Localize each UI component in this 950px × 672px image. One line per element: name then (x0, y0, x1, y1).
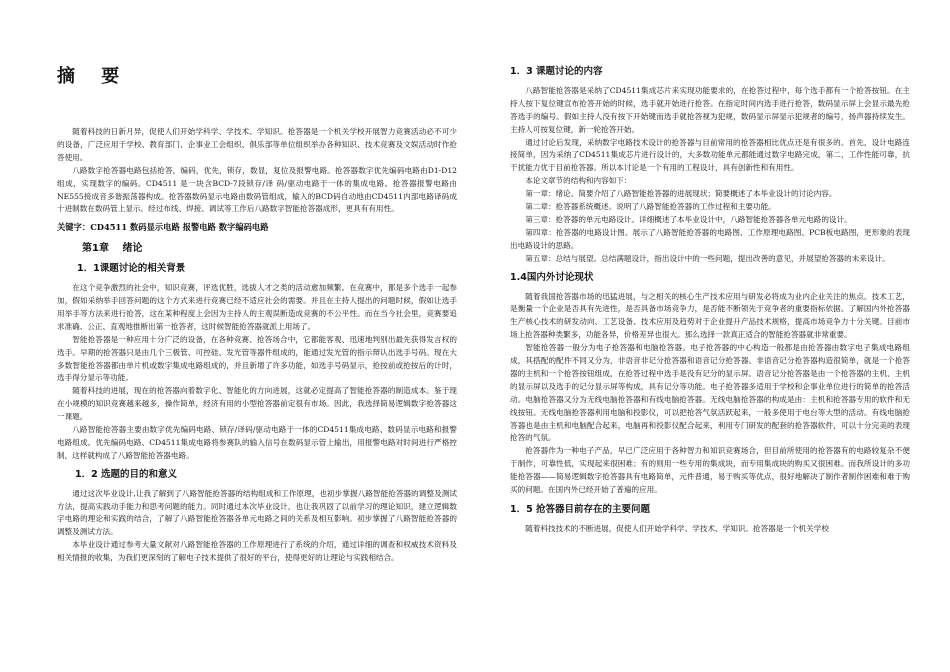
section-1-1-paragraph-2: 智能抢答器是一种应用十分广泛的设备，在各种竞赛、抢答场合中，它都能客观、迅速地判别出最先获得发言权的选手。早期的抢答器只是由几个三极管、可控硅、发光管等器件组成的，能通过发光管的指示辩认出选手号码。现在大多数智能抢答器都由单片机或数字集成电路组成的，并且新增了许多功能，如选手号码显示，抢按前或抢按后的计时，选手得分显示等功能。 (57, 334, 457, 383)
section-1-4-paragraph-1: 随着我国抢答器市场的迅猛进展，与之相关的核心生产技术应用与研发必将成为业内企业关注的焦点。技术工艺，是衡量一个企业是否具有先进性，是否具备市场竞争力，是否能不断领先于竞争者的重要指标依据。了解国内外抢答器生产核心技术的研发动向、工艺设备、技术应用及趋势对于企业提升产品技术规格，提高市场竞争力十分关键。目前市场上抢答器种类繁多，功能各异，价格差异也很大。那么选择一款真正适合的智能抢答器就非常重要。 (510, 291, 910, 340)
section-1-1-paragraph-3: 随着科技的进展，现在的抢答器向着数字化、智能化的方向进展，这就必定提高了智能抢答器的制造成本。鉴于现在小规模的知识竞赛越来越多，操作简单，经济有用的小型抢答器前定很有市场。因此，我选择简易逻辑数字抢答器这一课题。 (57, 386, 457, 422)
abstract-paragraph-2: 八路数字抢答器电路包括抢答，编码，优先，锁存，数显，复位及报警电路。抢答器数字优先编码电路由D1-D12组成，实现数字的编码。CD4511 是一块含BCD-7段锁存/译 码/驱动电路于一体的集成电路。抢答器报警电路由NE555接成音多谐振荡器构成。抢答器数码显示电路由数码管组成，输入的BCD码自动地由CD4511内部电路译码成十进制数在数码管上显示。经过布线、焊接、调试等工作后八路数字智能抢答器成形，更具有有用性。 (57, 165, 457, 214)
section-1-5-heading: 1．5 抢答器目前存在的主要问题 (510, 504, 651, 515)
chapter-heading: 第1章 绪论 (82, 243, 143, 255)
chapter-outline-4: 第四章：抢答器的电路设计图。展示了八路智能抢答器的电路图、工作原理电路图、PCB板电路图，更形象的表现出电路设计的思路。 (510, 227, 910, 250)
right-column (510, 0, 910, 536)
section-1-3-paragraph-3: 本论文章节的结构和内容如下： (525, 176, 632, 186)
section-1-3-paragraph-2: 通过讨论后发现，采纳数字电路技术设计的抢答器与目前常用的抢答器相比优点还是有很多的。首先，设计电路连接简单，因为采纳了CD4511集成芯片进行设计的，大多数功能单元都能通过数字电路完成，第二，工作性能可靠，抗干扰能力优于目前抢答器。所以本讨论是一个有用的工程设计，具有创新性和有用性。 (510, 137, 910, 173)
section-1-2-paragraph-2: 本毕业设计通过参考大量文献对八路智能抢答器的工作原理进行了系统的介绍，通过详细的调查和权威技术资料及相关情报的收集，为我们更深刻的了解电子技术提供了很好的平台，使得更好的让理论与实践相结合。 (57, 540, 457, 563)
keywords-label: 关键字： (57, 222, 91, 233)
left-column (57, 0, 457, 565)
abstract-title: 摘 要 (57, 66, 130, 87)
section-1-4-paragraph-3: 抢答器作为一种电子产品，早已广泛应用于各种智力和知识竞赛场合，但目前所使用的抢答器有的电路较复杂不便于制作，可靠性低，实现起来很困难；有的则用一些专用的集成块，而专用集成块的购买又很困难。而我所设计的多功能抢答器——简易逻辑数字抢答器具有电路简单，元件普通，易于购买等优点，很好地解决了制作者制作困难和难于购买的问题。在国内外已经开始了普遍的应用。 (510, 446, 910, 495)
abstract-paragraph-1: 随着科技的日新月异，促使人们开始学科学、学技术、学知识。抢答器是一个机关学校开展智力竞赛活动必不可少的设备，广泛应用于学校、教育部门、企事业工会组织、俱乐部等单位组织举办各种知识、技术竞赛及文娱活动时作抢答使用。 (57, 127, 457, 162)
section-1-5-paragraph-1: 随着科技技术的不断进展，促使人们开始学科学、学技术、学知识。抢答器是一个机关学校 (525, 523, 829, 533)
section-1-1-heading: 1．1课题讨论的相关背景 (77, 263, 186, 275)
section-1-2-paragraph-1: 通过这次毕业设计,让我了解到了八路智能抢答器的结构组成和工作原理，也初步掌握八路智能抢答器的调整及测试方法，提高实践动手能力和思考问题的能力。同时通过本次毕业设计，也让我巩固了以前学习的理论知识，建立逻辑数字电路的理论和实践的结合，了解了八路智能抢答器各单元电路之间的关系及相互影响。初步掌握了八路智能抢答器的调整及测试方法。 (57, 488, 457, 537)
keywords-text: CD4511 数码显示电路 报警电路 数字编码电路 (90, 222, 269, 233)
section-1-3-paragraph-1: 八路智能抢答器是采纳了CD4511集成芯片来实现功能要求的，在抢答过程中，每个选手都有一个抢答按钮。在主持人按下复位键宣布抢答开始的时候，选手就开始进行抢答。在指定时间内选手进行抢答，数码显示屏上会显示最先抢答选手的编号。假如主持人没有按下开始键而选手就抢答视为犯规，数码显示屏显示犯规者的编号，扬声器持续发生。主持人可按复位键，新一轮抢答开始。 (510, 85, 910, 134)
chapter-outline-1: 第一章：绪论。简要介绍了八路智能抢答器的进展现状；简要概述了本毕业设计的讨论内容。 (525, 189, 837, 199)
section-1-4-paragraph-2: 智能抢答器一般分为电子抢答器和电脑抢答器。电子抢答器的中心构造一般都是由抢答器由数字电子集成电路组成，其搭配的配件不同又分为，非语音非记分抢答器和语音记分抢答器。非语音记分抢答器构造很简单，就是一个抢答器的主机和一个抢答按钮组成，在抢答过程中选手是没有记分的显示屏。语音记分抢答器是由一个抢答器的主机、主机的显示屏以及选手的记分显示屏等构成，具有记分等功能。电子抢答器多适用于学校和企事业单位进行的简单的抢答活动。电脑抢答器又分为无线电脑抢答器和有线电脑抢答器。无线电脑抢答器的构成是由：主机和抢答器专用的软件和无线按钮。无线电脑抢答器利用电脑和投影仪，可以把抢答气氛活跃起来，一般多使用于电台等大型的活动。有线电脑抢答器也是由主机和电脑配合起来，电脑再和投影仪配合起来，利用专门研发的配套的抢答器软件，可以十分完美的表现抢答的气氛。 (510, 343, 910, 443)
section-1-4-heading: 1.4国内外讨论现状 (510, 271, 594, 283)
section-1-1-paragraph-4: 八路智能抢答器主要由数字优先编码电路、锁存/译码/驱动电路于一体的CD4511集成电路、数码显示电路和报警电路组成。优先编码电路、CD4511集成电路将参赛队的输入信号在数码显示管上输出，用报警电路对时间进行严格控制，这样就构成了八路智能抢答器电路。 (57, 425, 457, 460)
chapter-outline-2: 第二章：抢答器系统概述。说明了八路智能抢答器的工作过程和主要功能。 (525, 202, 776, 212)
section-1-2-heading: 1．2 选题的目的和意义 (75, 468, 178, 480)
keywords (57, 221, 457, 234)
chapter-outline-5: 第五章：总结与展望。总结满题设计，指出设计中的一些问题，提出改善的意见，并展望抢答器的未来设计。 (525, 253, 890, 263)
section-1-3-heading: 1．3 课题讨论的内容 (510, 66, 603, 77)
section-1-1-paragraph-1: 在这个竞争激烈的社会中，知识竞赛，评选优胜，选拔人才之类的活动愈加频繁。在竞赛中，都是多个选手一起参加，假如采纳举手回答问题的这个方式来进行竞赛已经不适应社会的需要。并且在主持人提出的问题时候，假如让选手用举手等方法来进行抢答，这在某种程度上会因为主持人的主观误断造成竞赛的不公平性。而在当今社会里，竞赛要追求准确、公正、直观地推断出第一抢答者，这时候智能抢答器就派上用场了。 (57, 283, 457, 331)
chapter-outline-3: 第三章：抢答器的单元电路设计。详细概述了本毕业设计中，八路智能抢答器各单元电路的设计。 (525, 214, 852, 224)
